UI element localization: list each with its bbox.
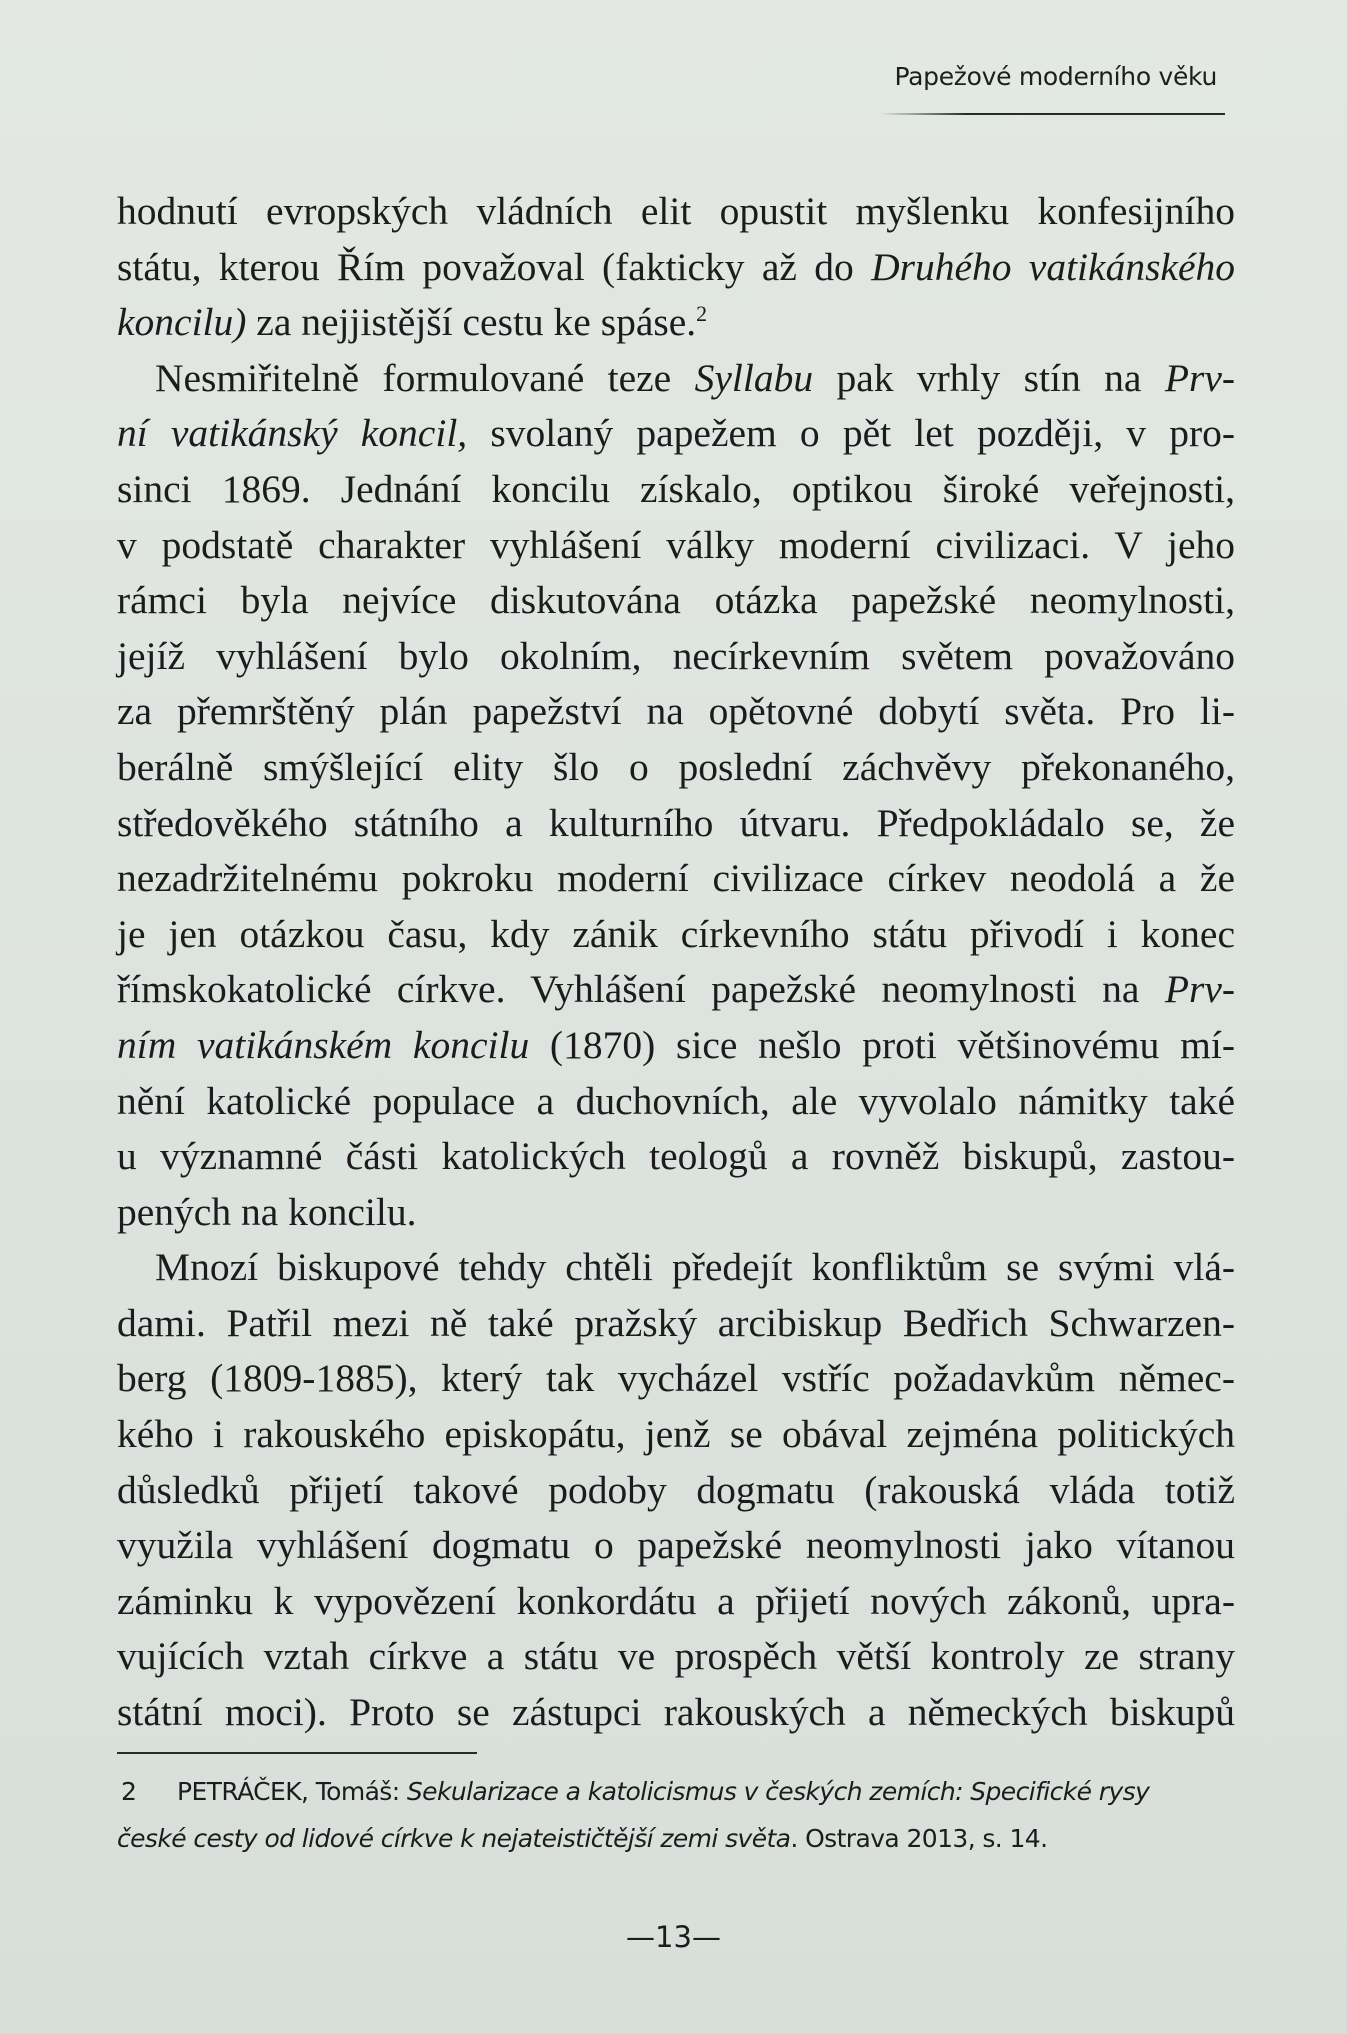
footnote-title-continued: české cesty od lidové církve k nejateističtější zemi světa [117, 1824, 791, 1853]
text-line: je jen otázkou času, kdy zánik církevního státu přivodí i konec [117, 911, 1235, 956]
footnote-line [117, 1768, 1187, 1815]
footnote-title: Sekularizace a katolicismus v českých zemích: Specifické rysy [406, 1777, 1150, 1806]
text-line: v podstatě charakter vyhlášení války moderní civilizaci. V jeho [117, 522, 1235, 567]
text-line: dami. Patřil mezi ně také pražský arcibiskup Bedřich Schwarzen- [117, 1300, 1235, 1345]
text-line: římskokatolické církve. Vyhlášení papežské neomylnosti na Prv- [117, 967, 1235, 1012]
body-text [117, 184, 1235, 1741]
text-line: využila vyhlášení dogmatu o papežské neomylnosti jako vítanou [117, 1523, 1235, 1568]
footnote-rule [117, 1752, 477, 1754]
footnote-publication: . Ostrava 2013, s. 14. [790, 1824, 1048, 1853]
text-line: Mnozí biskupové tehdy chtěli předejít konfliktům se svými vlá- [155, 1245, 1235, 1290]
text-line: koncilu) za nejjistější cestu ke spáse.$^2$ [117, 300, 708, 345]
text-line: hodnutí evropských vládních elit opustit myšlenku konfesijního [117, 189, 1235, 233]
text-line: sinci 1869. Jednání koncilu získalo, optikou široké veřejnosti, [117, 466, 1235, 511]
text-line: důsledků přijetí takové podoby dogmatu (rakouská vláda totiž [117, 1467, 1235, 1512]
text-line: za přemrštěný plán papežství na opětovné dobytí světa. Pro li- [117, 689, 1235, 734]
footnote-line [117, 1815, 1187, 1862]
page-number: —13— [626, 1920, 721, 1954]
text-line: berg (1809-1885), který tak vycházel vstříc požadavkům němec- [117, 1356, 1235, 1401]
header-rule [880, 113, 1225, 115]
text-line: středověkého státního a kulturního útvaru. Předpokládalo se, že [117, 800, 1235, 845]
text-line: pených na koncilu. [117, 1189, 417, 1234]
text-line: státu, kterou Řím považoval (fakticky až do Druhého vatikánského [117, 244, 1235, 289]
footnote-author: PETRÁČEK, Tomáš: [177, 1777, 407, 1806]
text-line: záminku k vypovězení konkordátu a přijetí nových zákonů, upra- [117, 1578, 1235, 1623]
text-line: rámci byla nejvíce diskutována otázka papežské neomylnosti, [117, 578, 1235, 623]
text-line: kého i rakouského episkopátu, jenž se obával zejména politických [117, 1412, 1235, 1457]
text-line: jejíž vyhlášení bylo okolním, necírkevním světem považováno [117, 633, 1235, 678]
text-line: ní vatikánský koncil, svolaný papežem o pět let později, v pro- [117, 411, 1235, 456]
text-line: ním vatikánském koncilu (1870) sice nešlo proti většinovému mí- [117, 1022, 1235, 1067]
text-line: Nesmiřitelně formulované teze Syllabu pak vrhly stín na Prv- [155, 355, 1235, 400]
text-line: nezadržitelnému pokroku moderní civilizace církev neodolá a že [117, 856, 1235, 901]
text-line: vujících vztah církve a státu ve prospěch větší kontroly ze strany [117, 1634, 1235, 1679]
text-line: berálně smýšlející elity šlo o poslední záchvěvy překonaného, [117, 744, 1235, 789]
footnote-number: 2 [121, 1777, 137, 1806]
footnote [117, 1768, 1187, 1862]
text-line: u významné části katolických teologů a rovněž biskupů, zastou- [117, 1134, 1235, 1179]
running-header: Papežové moderního věku [894, 62, 1217, 91]
text-line: státní moci). Proto se zástupci rakouských a německých biskupů [117, 1690, 1235, 1735]
text-line: nění katolické populace a duchovních, ale vyvolalo námitky také [117, 1078, 1235, 1123]
footnote-reference: 2 [696, 301, 708, 327]
